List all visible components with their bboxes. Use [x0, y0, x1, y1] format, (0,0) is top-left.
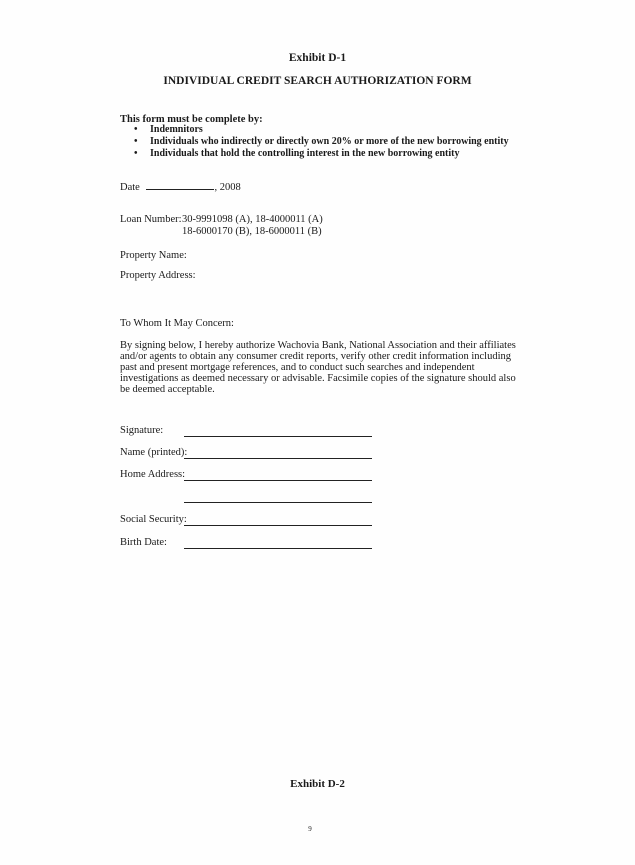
salutation: To Whom It May Concern:: [120, 318, 234, 329]
loan-number-label: Loan Number:: [120, 214, 182, 225]
home-address-label: Home Address:: [120, 469, 186, 480]
list-item: [134, 136, 509, 148]
birth-date-row: [120, 537, 380, 551]
loan-number-line: 30-9991098 (A), 18-4000011 (A): [182, 214, 323, 225]
requirement-text: Indemnitors: [150, 124, 203, 135]
loan-number-line: 18-6000170 (B), 18-6000011 (B): [182, 226, 322, 237]
home-address-line-2[interactable]: [184, 502, 372, 503]
bullet-icon: •: [134, 136, 138, 147]
requirements-intro: This form must be complete by:: [120, 114, 263, 125]
date-year: , 2008: [214, 182, 241, 193]
requirement-text: Individuals that hold the controlling interest in the new borrowing entity: [150, 148, 460, 159]
social-security-label: Social Security:: [120, 514, 187, 525]
home-address-line[interactable]: [184, 480, 372, 481]
birth-date-label: Birth Date:: [120, 537, 167, 548]
name-printed-row: [120, 447, 380, 461]
property-name-label: Property Name:: [120, 250, 187, 261]
page-number: 9: [308, 825, 312, 833]
form-title: INDIVIDUAL CREDIT SEARCH AUTHORIZATION FORM: [163, 75, 472, 87]
loan-number-values: [182, 214, 323, 238]
signature-line[interactable]: [184, 436, 372, 437]
requirement-text: Individuals who indirectly or directly own 20% or more of the new borrowing entity: [150, 136, 509, 147]
requirements-list: [134, 124, 509, 160]
name-printed-line[interactable]: [184, 458, 372, 459]
name-printed-label: Name (printed):: [120, 447, 188, 458]
date-blank-line[interactable]: [146, 180, 214, 190]
property-address-label: Property Address:: [120, 270, 196, 281]
birth-date-line[interactable]: [184, 548, 372, 549]
list-item: [134, 148, 509, 160]
home-address-row-2: [120, 491, 380, 505]
bullet-icon: •: [134, 124, 138, 135]
home-address-row: [120, 469, 380, 483]
date-field: [120, 180, 241, 194]
exhibit-heading: Exhibit D-1: [288, 52, 347, 64]
date-label: Date: [120, 182, 140, 193]
footer-exhibit-heading: Exhibit D-2: [290, 778, 345, 790]
signature-row: [120, 425, 380, 439]
authorization-paragraph: By signing below, I hereby authorize Wachovia Bank, National Association and their affiliates and/or agents to obtain any consumer credit reports, verify other credit information including past and present mortgage references, and to conduct such searches and independent investigations as deemed necessary or advisable. Facsimile copies of the signature should also be deemed acceptable.: [120, 340, 516, 395]
social-security-row: [120, 514, 380, 528]
signature-label: Signature:: [120, 425, 164, 436]
bullet-icon: •: [134, 148, 138, 159]
list-item: [134, 124, 509, 136]
social-security-line[interactable]: [184, 525, 372, 526]
